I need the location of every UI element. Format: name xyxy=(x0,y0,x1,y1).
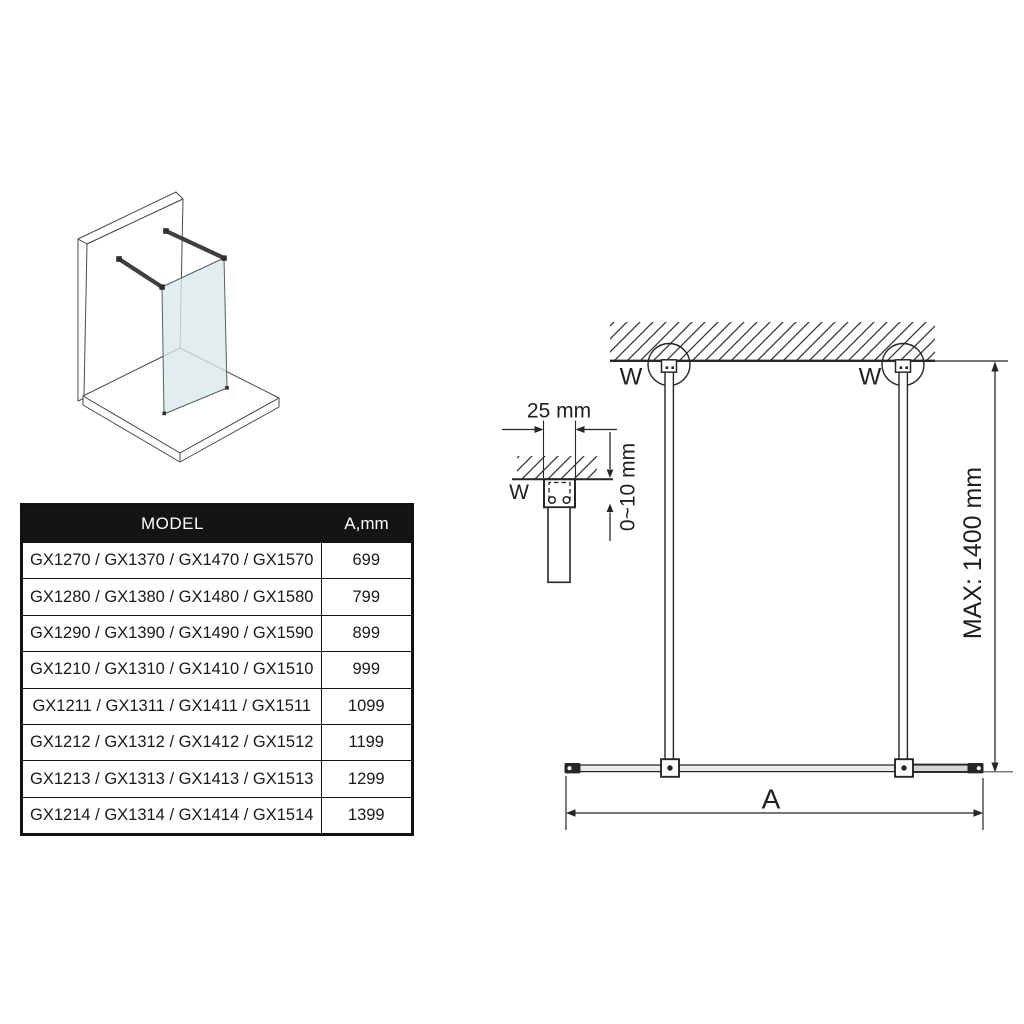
dimension-cell: 799 xyxy=(321,579,412,614)
clamp-screw xyxy=(667,765,672,770)
detail-bar xyxy=(548,507,570,582)
model-cell: GX1270 / GX1370 / GX1470 / GX1570 xyxy=(30,551,314,570)
glass-edge-reinforced xyxy=(910,765,970,772)
dimension-cell: 999 xyxy=(321,652,412,687)
dimension-cell: 1299 xyxy=(321,761,412,796)
table-row xyxy=(23,688,411,724)
support-bar-right xyxy=(899,372,907,765)
wall-mount-label-left: W xyxy=(619,363,643,391)
bracket-detail-inset xyxy=(502,400,640,583)
dimension-cell: 1099 xyxy=(321,689,412,724)
table-row xyxy=(23,797,411,833)
profile-screw xyxy=(567,766,571,770)
dim-arrow-left xyxy=(566,809,576,816)
bracket-width-dim-label: 25 mm xyxy=(526,399,592,423)
wall-profile-left xyxy=(565,763,581,773)
dim-arrow-up xyxy=(991,362,998,372)
model-cell: GX1290 / GX1390 / GX1490 / GX1590 xyxy=(30,623,314,642)
glass-panel-top-view xyxy=(565,759,1014,777)
dim-arrow-down xyxy=(607,470,614,479)
table-row xyxy=(23,724,411,760)
max-height-dimension xyxy=(959,362,999,773)
model-cell: GX1280 / GX1380 / GX1480 / GX1580 xyxy=(30,587,314,606)
ceiling-hatch xyxy=(610,322,935,360)
clamp-screw xyxy=(901,765,906,770)
installation-drawing xyxy=(502,322,1013,830)
table-row xyxy=(23,760,411,796)
detail-ceiling-hatch xyxy=(517,456,597,479)
detail-screw-right xyxy=(563,497,570,504)
dimension-cell: 1399 xyxy=(321,798,412,833)
dimension-cell: 699 xyxy=(321,543,412,578)
table-row xyxy=(23,651,411,687)
detail-screw-left xyxy=(549,497,556,504)
dimension-cell: 1199 xyxy=(321,725,412,760)
table-row xyxy=(23,578,411,614)
dim-arrow-up xyxy=(607,504,614,513)
dimension-cell: 899 xyxy=(321,616,412,651)
model-cell: GX1213 / GX1313 / GX1413 / GX1513 xyxy=(30,769,314,788)
glass-width-label: A xyxy=(761,783,781,815)
profile-screw xyxy=(977,766,981,770)
table-row xyxy=(23,542,411,578)
model-cell: GX1212 / GX1312 / GX1412 / GX1512 xyxy=(30,733,314,752)
isometric-illustration xyxy=(78,192,279,462)
wall-profile-right xyxy=(968,763,984,773)
wall-mount-label-right: W xyxy=(858,363,882,391)
support-bar-left xyxy=(665,372,673,765)
dim-arrow-left xyxy=(576,426,585,433)
dimension-column-header: A,mm xyxy=(344,514,389,533)
model-column-header: MODEL xyxy=(141,514,204,533)
table-row xyxy=(23,615,411,651)
max-bar-length-label: MAX: 1400 mm xyxy=(959,466,987,640)
wall-mount-label-detail: W xyxy=(509,481,529,504)
model-cell: GX1214 / GX1314 / GX1414 / GX1514 xyxy=(30,805,314,824)
dim-arrow-down xyxy=(991,763,998,773)
width-dimension xyxy=(566,776,983,830)
model-cell: GX1211 / GX1311 / GX1411 / GX1511 xyxy=(32,696,312,715)
model-cell: GX1210 / GX1310 / GX1410 / GX1510 xyxy=(30,660,314,679)
ceiling-bracket-left xyxy=(662,360,677,372)
adjustment-range-label: 0~10 mm xyxy=(616,442,640,532)
table-header-row xyxy=(23,506,411,542)
dim-arrow-right xyxy=(535,426,544,433)
ceiling-bracket-right xyxy=(896,360,911,372)
dim-arrow-right xyxy=(974,809,984,816)
model-spec-table xyxy=(20,503,414,836)
